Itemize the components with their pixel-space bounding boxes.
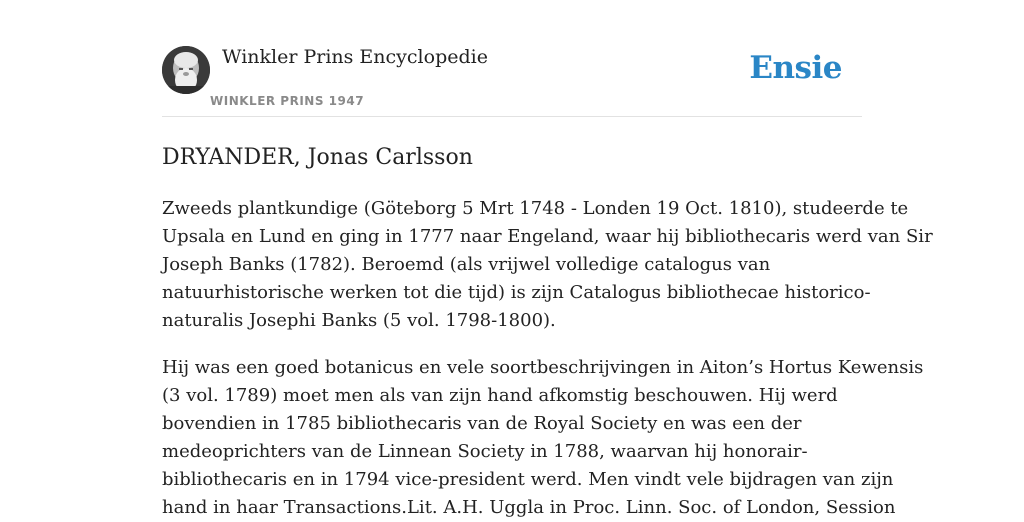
- edition-label[interactable]: WINKLER PRINS 1947: [210, 94, 365, 108]
- text-line: Upsala en Lund en ging in 1777 naar Engeland, waar hij bibliothecaris werd van Sir: [162, 226, 933, 247]
- brand-logo[interactable]: Ensie: [749, 50, 842, 86]
- text-line: Joseph Banks (1782). Beroemd (als vrijwel volledige catalogus van: [162, 254, 771, 275]
- article-paragraph-1: [162, 195, 933, 335]
- portrait-icon: [162, 46, 210, 94]
- text-line: natuurhistorische werken tot die tijd) is zijn Catalogus bibliothecae historico-: [162, 282, 871, 303]
- site-header: [162, 0, 862, 117]
- page-container: [162, 0, 933, 522]
- article-paragraph-2: [162, 354, 924, 522]
- avatar[interactable]: [162, 46, 210, 94]
- text-line: medeoprichters van de Linnean Society in 1788, waarvan hij honorair-: [162, 441, 808, 462]
- text-line: bibliothecaris en in 1794 vice-president werd. Men vindt vele bijdragen van zijn: [162, 469, 894, 490]
- text-line: bovendien in 1785 bibliothecaris van de Royal Society en was een der: [162, 413, 802, 434]
- text-line: naturalis Josephi Banks (5 vol. 1798-1800).: [162, 310, 556, 331]
- text-line: (3 vol. 1789) moet men als van zijn hand afkomstig beschouwen. Hij werd: [162, 385, 838, 406]
- site-name[interactable]: Winkler Prins Encyclopedie: [222, 46, 488, 68]
- text-line: Hij was een goed botanicus en vele soortbeschrijvingen in Aiton’s Hortus Kewensis: [162, 357, 924, 378]
- text-line: hand in haar Transactions.Lit. A.H. Uggla in Proc. Linn. Soc. of London, Session: [162, 497, 896, 518]
- article-title: DRYANDER, Jonas Carlsson: [162, 145, 473, 170]
- text-line: Zweeds plantkundige (Göteborg 5 Mrt 1748 - Londen 19 Oct. 1810), studeerde te: [162, 198, 909, 219]
